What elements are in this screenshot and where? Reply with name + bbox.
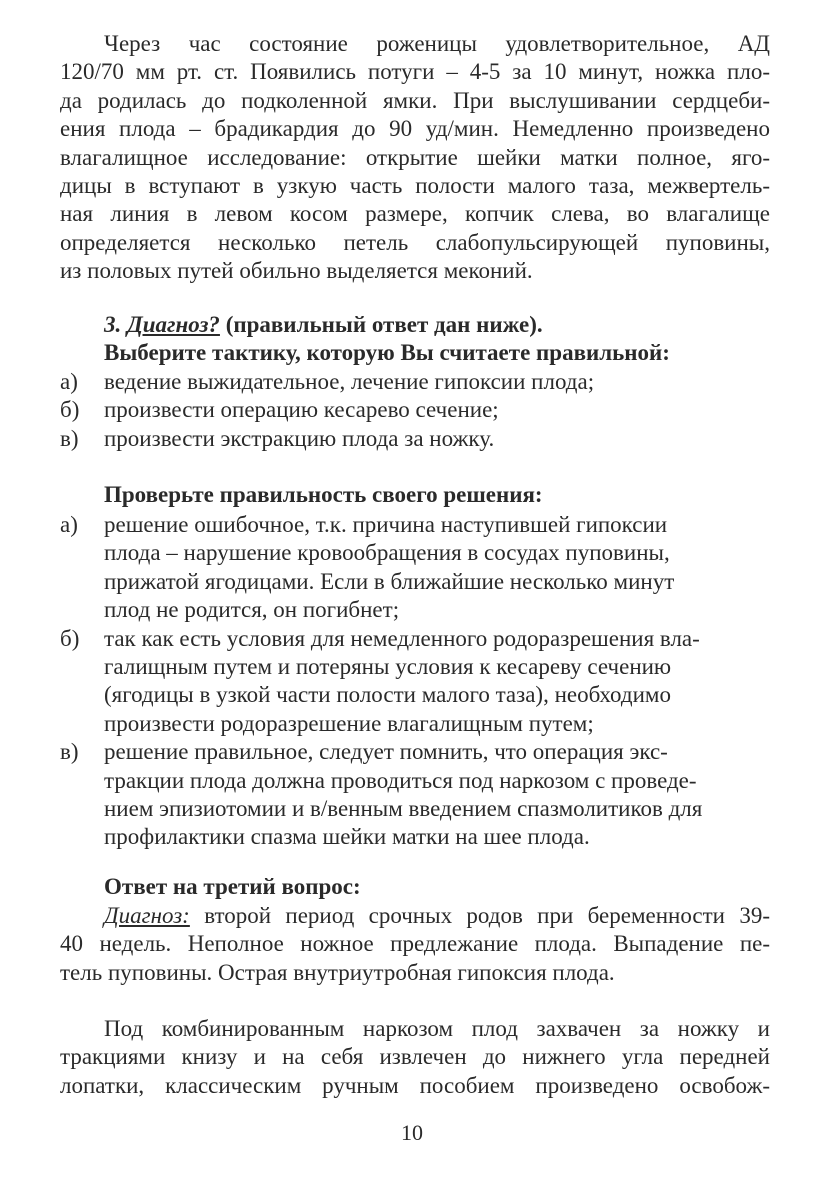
text-line: так как есть условия для немедленного родоразрешения вла- xyxy=(104,625,700,651)
answer-heading xyxy=(104,874,361,900)
list-marker: а) xyxy=(60,369,78,394)
text-line: из половых путей обильно выделяется меконий. xyxy=(60,258,533,284)
text-line: тракции плода должна проводиться под наркозом с проведе- xyxy=(104,767,697,793)
list-item xyxy=(60,368,770,396)
diagnosis-text: второй период срочных родов при беременности 39- xyxy=(189,903,770,928)
intro-paragraph xyxy=(60,30,770,286)
text-line: 120/70 мм рт. ст. Появились потуги – 4-5 за 10 минут, ножка пло- xyxy=(60,59,770,85)
list-item xyxy=(60,396,770,424)
text-line: галищным путем и потеряны условия к кесареву сечению xyxy=(104,654,672,680)
list-marker: б) xyxy=(60,625,80,651)
text-line: прижатой ягодицами. Если в ближайшие несколько минут xyxy=(104,568,675,594)
list-marker: б) xyxy=(60,397,80,423)
list-item xyxy=(60,738,770,852)
question-label: Диагноз? xyxy=(127,312,220,337)
list-marker: в) xyxy=(60,739,79,765)
text-line: решение ошибочное, т.к. причина наступившей гипоксии xyxy=(104,512,668,537)
text-line: плода – нарушение кровообращения в сосудах пуповины, xyxy=(104,540,670,566)
text-line: ения плода – брадикардия до 90 уд/мин. Немедленно произведено xyxy=(60,116,770,142)
list-marker: в) xyxy=(60,425,79,451)
text-line: тракциями книзу и на себя извлечен до нижнего угла передней xyxy=(60,1044,770,1070)
text-line: определяется несколько петель слабопульсирующей пуповины, xyxy=(60,229,770,255)
check-heading xyxy=(104,482,543,508)
list-marker: а) xyxy=(60,512,78,537)
text-line: лопатки, классическим ручным пособием произведено освобож- xyxy=(60,1072,770,1098)
question-heading xyxy=(104,312,543,338)
text-line: ная линия в левом косом размере, копчик слева, во влагалище xyxy=(60,201,770,227)
answer-paragraph xyxy=(60,902,770,987)
text-line: Через час состояние роженицы удовлетворительное, АД xyxy=(104,31,770,56)
answer-heading-text: Ответ на третий вопрос: xyxy=(104,874,361,899)
list-item-text xyxy=(104,625,770,739)
text-line: (ягодицы в узкой части полости малого таза), необходимо xyxy=(104,682,671,708)
text-line xyxy=(60,902,770,930)
text-line: Под комбинированным наркозом плод захвачен за ножку и xyxy=(104,1016,770,1041)
text-line: профилактики спазма шейки матки на шее плода. xyxy=(104,824,590,850)
list-item-text: ведение выжидательное, лечение гипоксии плода; xyxy=(104,369,595,394)
list-item xyxy=(60,511,770,625)
text-line: решение правильное, следует помнить, что операция экс- xyxy=(104,739,668,765)
outro-paragraph xyxy=(60,1015,770,1100)
question-note: (правильный ответ дан ниже). xyxy=(225,312,543,337)
list-item-text: произвести операцию кесарево сечение; xyxy=(104,397,499,423)
question-prompt-text: Выберите тактику, которую Вы считаете правильной: xyxy=(104,340,670,365)
list-item xyxy=(60,625,770,739)
check-heading-text: Проверьте правильность своего решения: xyxy=(104,482,543,507)
answers-list xyxy=(60,511,770,852)
text-line: произвести родоразрешение влагалищным путем; xyxy=(104,710,594,736)
text-line: тель пуповины. Острая внутриутробная гипоксия плода. xyxy=(60,959,615,985)
text-line: нием эпизиотомии и в/венным введением спазмолитиков для xyxy=(104,796,703,822)
text-line: дицы в вступают в узкую часть полости малого таза, межвертель- xyxy=(60,173,770,199)
page-number: 10 xyxy=(401,1120,423,1145)
text-line: 40 недель. Неполное ножное предлежание плода. Выпадение пе- xyxy=(60,931,770,957)
text-line: влагалищное исследование: открытие шейки матки полное, яго- xyxy=(60,144,770,170)
list-item-text: произвести экстракцию плода за ножку. xyxy=(104,425,495,451)
text-line: да родилась до подколенной ямки. При выслушивании сердцеби- xyxy=(60,87,770,113)
list-item-text xyxy=(104,738,770,852)
options-list xyxy=(60,368,770,453)
question-number: 3. xyxy=(104,312,122,337)
text-line: плод не родится, он погибнет; xyxy=(104,597,400,623)
list-item xyxy=(60,425,770,453)
diagnosis-label: Диагноз: xyxy=(104,903,190,928)
list-item-text xyxy=(104,511,770,625)
question-prompt xyxy=(104,340,670,366)
